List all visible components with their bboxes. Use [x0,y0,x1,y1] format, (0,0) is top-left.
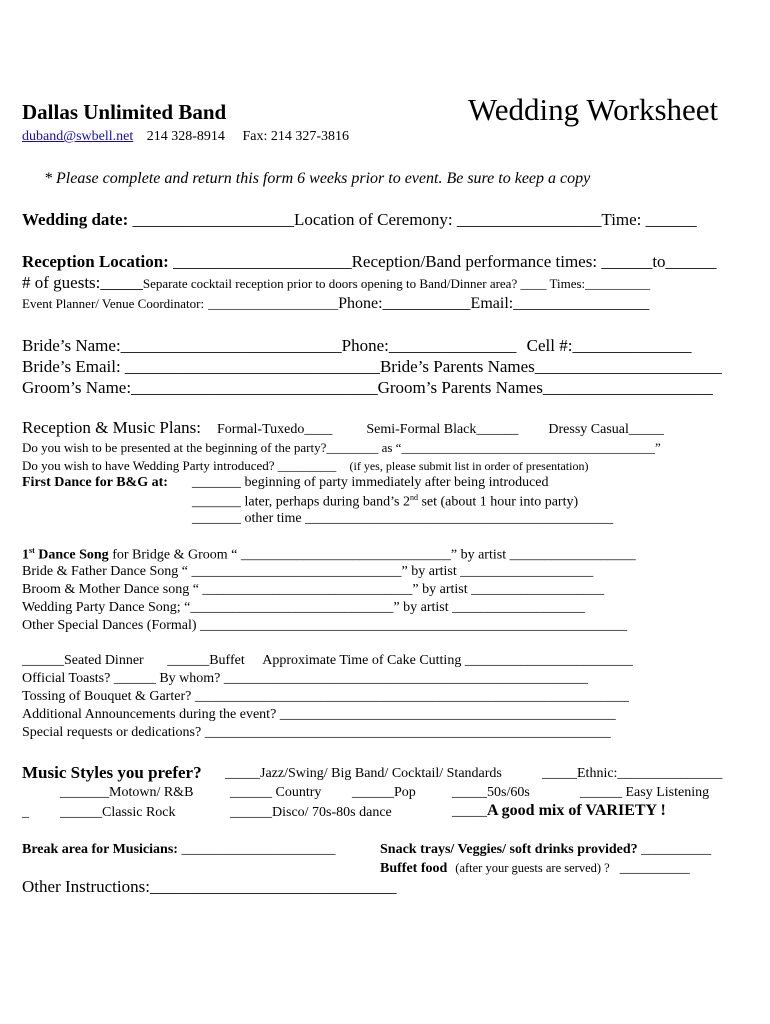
buffet-food-label: Buffet food [380,861,448,876]
party-intro-question[interactable]: Do you wish to have Wedding Party introduced? _________ [22,458,337,473]
groom-parents-field[interactable]: Groom’s Parents Names____________________ [377,378,713,397]
variety-blank: _____ [452,804,487,819]
semi-formal-option[interactable]: Semi-Formal Black______ [366,422,519,437]
page-title: Wedding Worksheet [468,92,719,127]
seated-dinner-option[interactable]: ______Seated Dinner [22,653,144,668]
first-dance-num: 1 [22,547,29,563]
reception-location-field[interactable]: _____________________ [173,252,352,271]
other-instructions-line [22,877,396,897]
band-name: Dallas Unlimited Band [22,100,227,124]
first-dance-option-other[interactable]: _______ other time ____________________________________________ [192,511,614,526]
motown-option[interactable]: _______Motown/ R&B [60,785,194,800]
plans-heading: Reception & Music Plans: [22,418,201,437]
cake-cutting-field[interactable]: Approximate Time of Cake Cutting ________________________ [262,653,633,668]
dressy-casual-option[interactable]: Dressy Casual_____ [548,422,664,437]
planner-field[interactable]: ____________________ [208,296,339,311]
first-dance-song-line[interactable] [22,546,636,564]
tossing-field[interactable]: Tossing of Bouquet & Garter? ______________________________________________________________ [22,689,629,704]
reception-location-label: Reception Location: [22,252,169,271]
wedding-date-line [22,210,697,230]
snack-label: Snack trays/ Veggies/ soft drinks provided? [380,842,638,857]
variety-label: A good mix of VARIETY ! [487,802,666,819]
reception-line [22,252,717,272]
snack-field[interactable]: __________ [641,842,712,857]
bride-father-song-field[interactable]: Bride & Father Dance Song “ ______________________________” by artist ___________________ [22,564,594,579]
wedding-party-song-field[interactable]: Wedding Party Dance Song; “_____________________________” by artist ___________________ [22,600,586,615]
ceremony-label: Location of Ceremony: [294,210,453,229]
buffet-option[interactable]: ______Buffet [167,653,245,668]
phone-number: 214 328-8914 [146,129,225,144]
notice-text: * Please complete and return this form 6 weeks prior to event. Be sure to keep a copy [44,170,591,187]
later-text-rest: set (about 1 hour into party) [417,494,579,510]
bride-email-field[interactable]: Bride’s Email: ______________________________ [22,357,380,376]
formal-option[interactable]: Formal-Tuxedo____ [216,422,333,437]
music-styles-label: Music Styles you prefer? [22,763,202,782]
planner-email-label: Email: [470,295,514,312]
announcements-field[interactable]: Additional Announcements during the event? ________________________________________________ [22,707,616,722]
variety-option[interactable] [452,802,666,820]
other-instructions-label: Other Instructions: [22,877,150,896]
disco-option[interactable]: ______Disco/ 70s-80s dance [230,805,392,820]
wedding-date-field[interactable]: ___________________ [132,210,295,229]
break-area-field[interactable]: ______________________ [181,842,336,857]
time-field[interactable]: ______ [645,210,697,229]
planner-phone-label: Phone: [338,295,383,312]
bride-cell-field[interactable]: Cell #:______________ [526,336,692,355]
blank-dash[interactable]: _ [22,805,29,820]
groom-name-line [22,378,713,398]
classic-rock-option[interactable]: ______Classic Rock [60,805,176,820]
plans-line [22,418,664,438]
cocktail-question[interactable]: Separate cocktail reception prior to doors opening to Band/Dinner area? ____ Times:__________ [142,276,651,291]
fifties-option[interactable]: _____50s/60s [452,785,530,800]
broom-mother-song-field[interactable]: Broom & Mother Dance song “ ______________________________” by artist ___________________ [22,582,605,597]
first-dance-option-beginning[interactable]: _______ beginning of party immediately after being introduced [192,475,549,490]
contact-line [22,129,349,145]
planner-phone-field[interactable]: ___________ [382,295,471,312]
jazz-option[interactable]: _____Jazz/Swing/ Big Band/ Cocktail/ Standards [225,766,502,781]
bride-email-line [22,357,722,377]
bride-name-field[interactable]: Bride’s Name:__________________________ [22,336,342,355]
easy-listening-option[interactable]: ______ Easy Listening [580,785,710,800]
bride-parents-field[interactable]: Bride’s Parents Names______________________ [379,357,722,376]
buffet-food-line [380,859,690,877]
other-dances-field[interactable]: Other Special Dances (Formal) _____________________________________________________________ [22,618,628,633]
bride-name-line [22,336,691,356]
guests-label: # of guests: [22,273,101,292]
buffet-food-note: (after your guests are served) ? [455,861,610,875]
party-intro-note: (if yes, please submit list in order of presentation) [349,459,589,473]
first-dance-song-label: Dance Song [34,547,109,563]
first-dance-song-field: for Bridge & Groom “ ______________________________” by artist __________________ [108,547,636,563]
other-instructions-field[interactable]: _____________________________ [149,877,397,896]
ethnic-option[interactable]: _____Ethnic:_______________ [542,766,723,781]
party-intro-line [22,458,588,474]
guests-field[interactable]: _____ [100,273,143,292]
later-text: _______ later, perhaps during band’s 2 [192,494,410,510]
planner-email-field[interactable]: _________________ [513,295,650,312]
break-area-line [22,842,335,858]
toasts-field[interactable]: Official Toasts? ______ By whom? ____________________________________________________ [22,671,588,686]
buffet-food-field[interactable]: __________ [619,861,690,876]
wedding-date-label: Wedding date: [22,210,129,229]
bride-phone-field[interactable]: Phone:_______________ [341,336,517,355]
performance-times-label: Reception/Band performance times: [351,252,598,271]
ceremony-field[interactable]: _________________ [456,210,602,229]
ordinal-suffix: nd [409,493,418,502]
first-dance-option-later[interactable] [192,493,578,511]
pop-option[interactable]: ______Pop [352,785,416,800]
dinner-line [22,653,633,669]
fax-number: Fax: 214 327-3816 [242,129,349,144]
break-area-label: Break area for Musicians: [22,842,178,857]
guests-line [22,273,650,293]
planner-line [22,295,649,313]
presented-question[interactable]: Do you wish to be presented at the beginning of the party?________ as “_______________________________________” [22,440,661,455]
requests-field[interactable]: Special requests or dedications? __________________________________________________________ [22,725,611,740]
first-dance-label: First Dance for B&G at: [22,475,168,490]
planner-label: Event Planner/ Venue Coordinator: [22,296,205,311]
snack-line [380,842,711,858]
music-styles-heading [22,763,202,783]
country-option[interactable]: ______ Country [230,785,322,800]
email-link[interactable]: duband@swbell.net [22,129,134,144]
first-dance-sup: st [29,546,35,555]
time-label: Time: [601,210,642,229]
performance-times-field[interactable]: ______to______ [601,252,717,271]
groom-name-field[interactable]: Groom’s Name:_____________________________ [22,378,378,397]
